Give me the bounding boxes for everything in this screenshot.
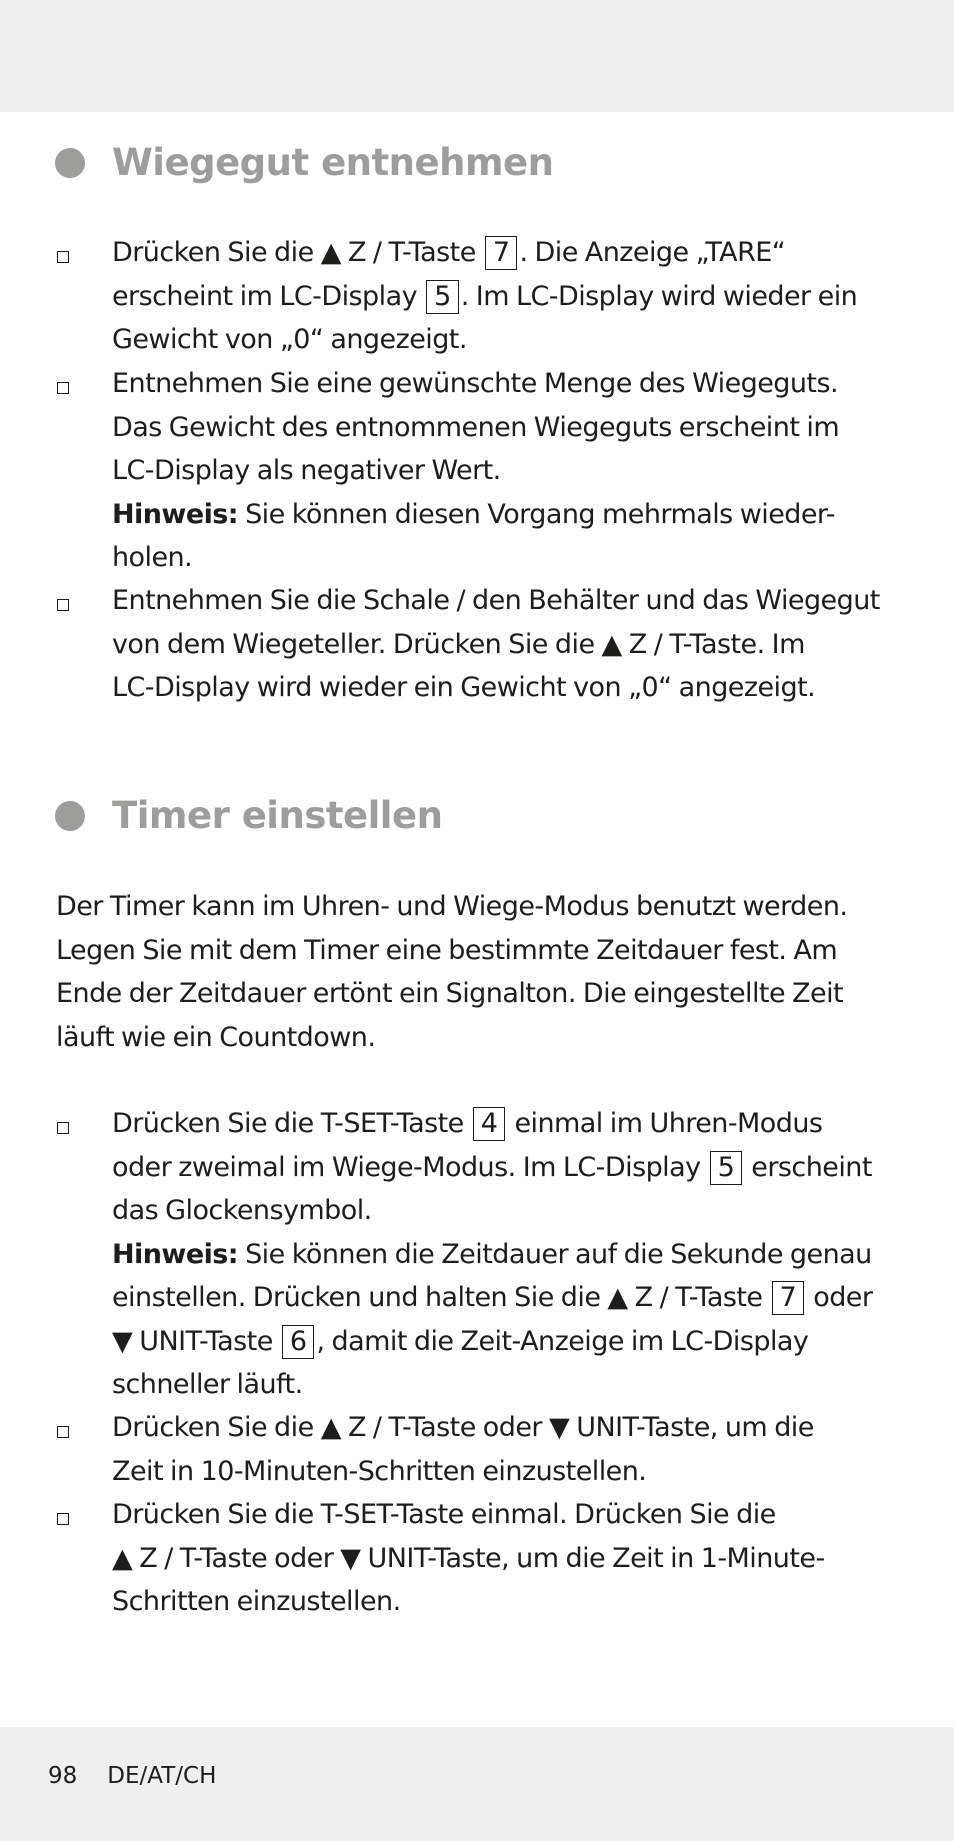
text: . Die Anzeige „TARE“ [519, 237, 786, 268]
checkbox-bullet-icon [57, 1513, 69, 1525]
list-item [112, 231, 857, 362]
section-heading-timer [55, 794, 443, 837]
text: Ende der Zeitdauer ertönt ein Signalton. Die eingestellte Zeit [56, 978, 844, 1009]
header-band [0, 0, 954, 112]
heading-bullet-icon [55, 148, 85, 178]
text: erscheint im LC-Display [112, 280, 418, 312]
text: ▲ Z / T-Taste oder ▼ UNIT-Taste, um die Zeit in 1-Minute- [112, 1542, 825, 1574]
key-number-badge: 5 [426, 280, 459, 314]
checkbox-bullet-icon [57, 382, 69, 394]
text: Drücken Sie die ▲ Z / T-Taste [112, 237, 476, 268]
text: erscheint [751, 1151, 872, 1183]
text: Der Timer kann im Uhren- und Wiege-Modus benutzt werden. [56, 891, 848, 922]
locale-label: DE/AT/CH [107, 1763, 217, 1789]
key-number-badge: 7 [485, 236, 518, 270]
key-number-badge: 7 [772, 1281, 805, 1315]
text: Sie können diesen Vorgang mehrmals wieder- [238, 498, 835, 530]
intro-paragraph [56, 885, 847, 1059]
key-number-badge: 4 [473, 1107, 506, 1141]
text: schneller läuft. [112, 1369, 303, 1400]
list-item [112, 1406, 814, 1493]
text: Drücken Sie die T-SET-Taste [112, 1108, 464, 1139]
section-heading-wiegegut [55, 141, 554, 184]
text: Sie können die Zeitdauer auf die Sekunde genau [238, 1238, 872, 1270]
text: Drücken Sie die T-SET-Taste einmal. Drücken Sie die [112, 1499, 776, 1530]
text: LC-Display wird wieder ein Gewicht von „0“ angezeigt. [112, 672, 816, 703]
text: Das Gewicht des entnommenen Wiegeguts erscheint im [112, 411, 840, 443]
list-item [112, 1102, 872, 1407]
section-title: Timer einstellen [112, 794, 443, 837]
text: einmal im Uhren-Modus [514, 1108, 823, 1139]
text: Legen Sie mit dem Timer eine bestimmte Zeitdauer fest. Am [56, 934, 838, 966]
text: Schritten einzustellen. [112, 1586, 401, 1617]
note-label: Hinweis: [112, 1238, 239, 1270]
list-item [112, 1493, 825, 1624]
heading-bullet-icon [55, 801, 85, 831]
text: holen. [112, 542, 193, 573]
text: , damit die Zeit-Anzeige im LC-Display [316, 1325, 809, 1357]
text: läuft wie ein Countdown. [56, 1021, 376, 1053]
key-number-badge: 5 [710, 1151, 743, 1185]
text: oder zweimal im Wiege-Modus. Im LC-Display [112, 1151, 701, 1183]
page-number: 98 [48, 1763, 78, 1789]
text: LC-Display als negativer Wert. [112, 455, 501, 486]
text: das Glockensymbol. [112, 1195, 372, 1226]
text: oder [813, 1282, 873, 1313]
list-item [112, 579, 880, 710]
text: Zeit in 10-Minuten-Schritten einzustellen. [112, 1455, 647, 1487]
list-item [112, 362, 839, 580]
text: Gewicht von „0“ angezeigt. [112, 324, 467, 355]
text: von dem Wiegeteller. Drücken Sie die ▲ Z / T-Taste. Im [112, 628, 805, 660]
page-footer [48, 1763, 216, 1789]
checkbox-bullet-icon [57, 1426, 69, 1438]
checkbox-bullet-icon [57, 599, 69, 611]
text: einstellen. Drücken und halten Sie die ▲ Z / T-Taste [112, 1282, 763, 1313]
note-label: Hinweis: [112, 498, 239, 530]
text: Drücken Sie die ▲ Z / T-Taste oder ▼ UNIT-Taste, um die [112, 1412, 814, 1443]
text: Entnehmen Sie die Schale / den Behälter und das Wiegegut [112, 585, 880, 616]
key-number-badge: 6 [282, 1325, 315, 1359]
checkbox-bullet-icon [57, 1122, 69, 1134]
section-title: Wiegegut entnehmen [112, 141, 554, 184]
checkbox-bullet-icon [57, 251, 69, 263]
text: ▼ UNIT-Taste [112, 1325, 273, 1357]
text: Entnehmen Sie eine gewünschte Menge des Wiegeguts. [112, 368, 839, 399]
text: . Im LC-Display wird wieder ein [460, 280, 858, 312]
